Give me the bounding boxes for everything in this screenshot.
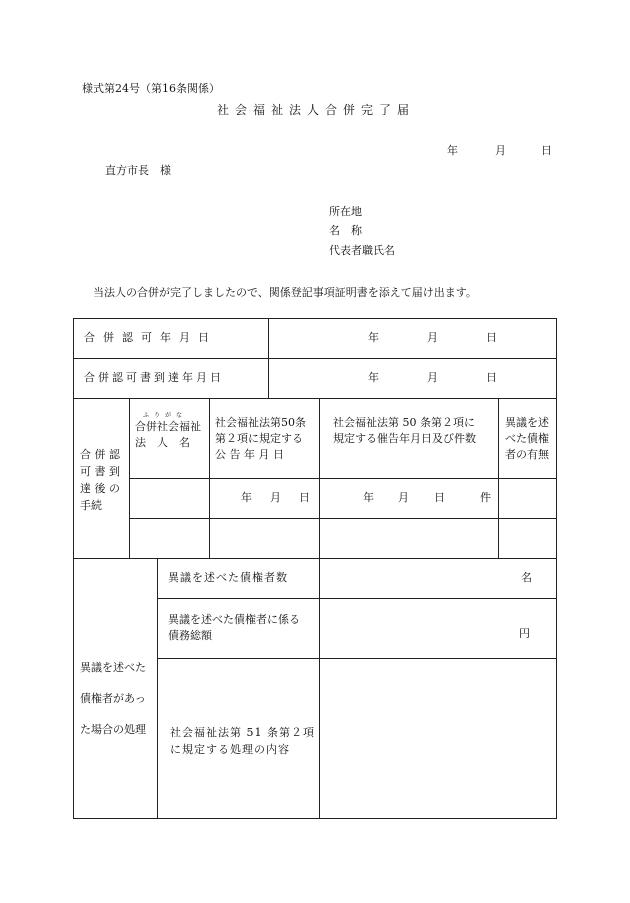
approval-arrival-date-label: 合併認可書到達年月日	[84, 371, 224, 384]
arrival-date-month: 月	[427, 371, 438, 384]
notice-date-header: 社会福祉法第50条 第２項に規定する 公 告 年 月 日	[215, 416, 306, 461]
furigana-label: ふりがな	[143, 412, 188, 419]
demand-month: 月	[398, 491, 409, 504]
notice-year: 年	[241, 491, 252, 504]
arrival-date-day: 日	[486, 371, 497, 384]
approval-date-year: 年	[368, 331, 379, 344]
address-label: 所在地	[329, 205, 362, 218]
objection-section-label: 異議を述べた 債権者があっ た場合の処理	[80, 661, 146, 736]
approval-date-label: 合併認可年月日	[84, 331, 217, 344]
demand-year: 年	[363, 491, 374, 504]
addressee: 直方市長 様	[105, 164, 171, 177]
date-day-label: 日	[541, 144, 552, 157]
statement: 当法人の合併が完了しましたので、関係登記事項証明書を添えて届け出ます。	[93, 286, 477, 299]
demand-count-unit: 件	[480, 491, 491, 504]
approval-date-month: 月	[427, 331, 438, 344]
arrival-date-year: 年	[368, 371, 379, 384]
debt-total-unit: 円	[519, 627, 530, 640]
creditor-count-label: 異議を述べた債権者数	[168, 571, 288, 584]
date-year-label: 年	[447, 144, 458, 157]
demand-day: 日	[434, 491, 445, 504]
document-title: 社会福祉法人合併完了届	[217, 103, 416, 117]
corp-name-header: 合併社会福祉 法 人 名	[135, 420, 201, 449]
disposal-content-label: 社会福祉法第 51 条第２項 に規定する処理の内容	[170, 726, 315, 756]
procedure-section-label: 合 併 認 可 書 到 達 後 の 手続	[80, 448, 120, 512]
representative-label: 代表者職氏名	[329, 244, 395, 257]
approval-date-day: 日	[486, 331, 497, 344]
notice-day: 日	[299, 491, 310, 504]
notice-month: 月	[270, 491, 281, 504]
demand-date-header: 社会福祉法第 50 条第２項に 規定する催告年月日及び件数	[333, 416, 476, 445]
debt-total-label: 異議を述べた債権者に係る 債務総額	[168, 613, 300, 642]
date-month-label: 月	[495, 144, 506, 157]
creditor-count-unit: 名	[521, 571, 532, 584]
objection-presence-header: 異議を述 べた債権 者の有無	[505, 416, 549, 461]
name-label: 名 称	[329, 224, 362, 237]
form-number: 様式第24号（第16条関係）	[82, 82, 220, 95]
